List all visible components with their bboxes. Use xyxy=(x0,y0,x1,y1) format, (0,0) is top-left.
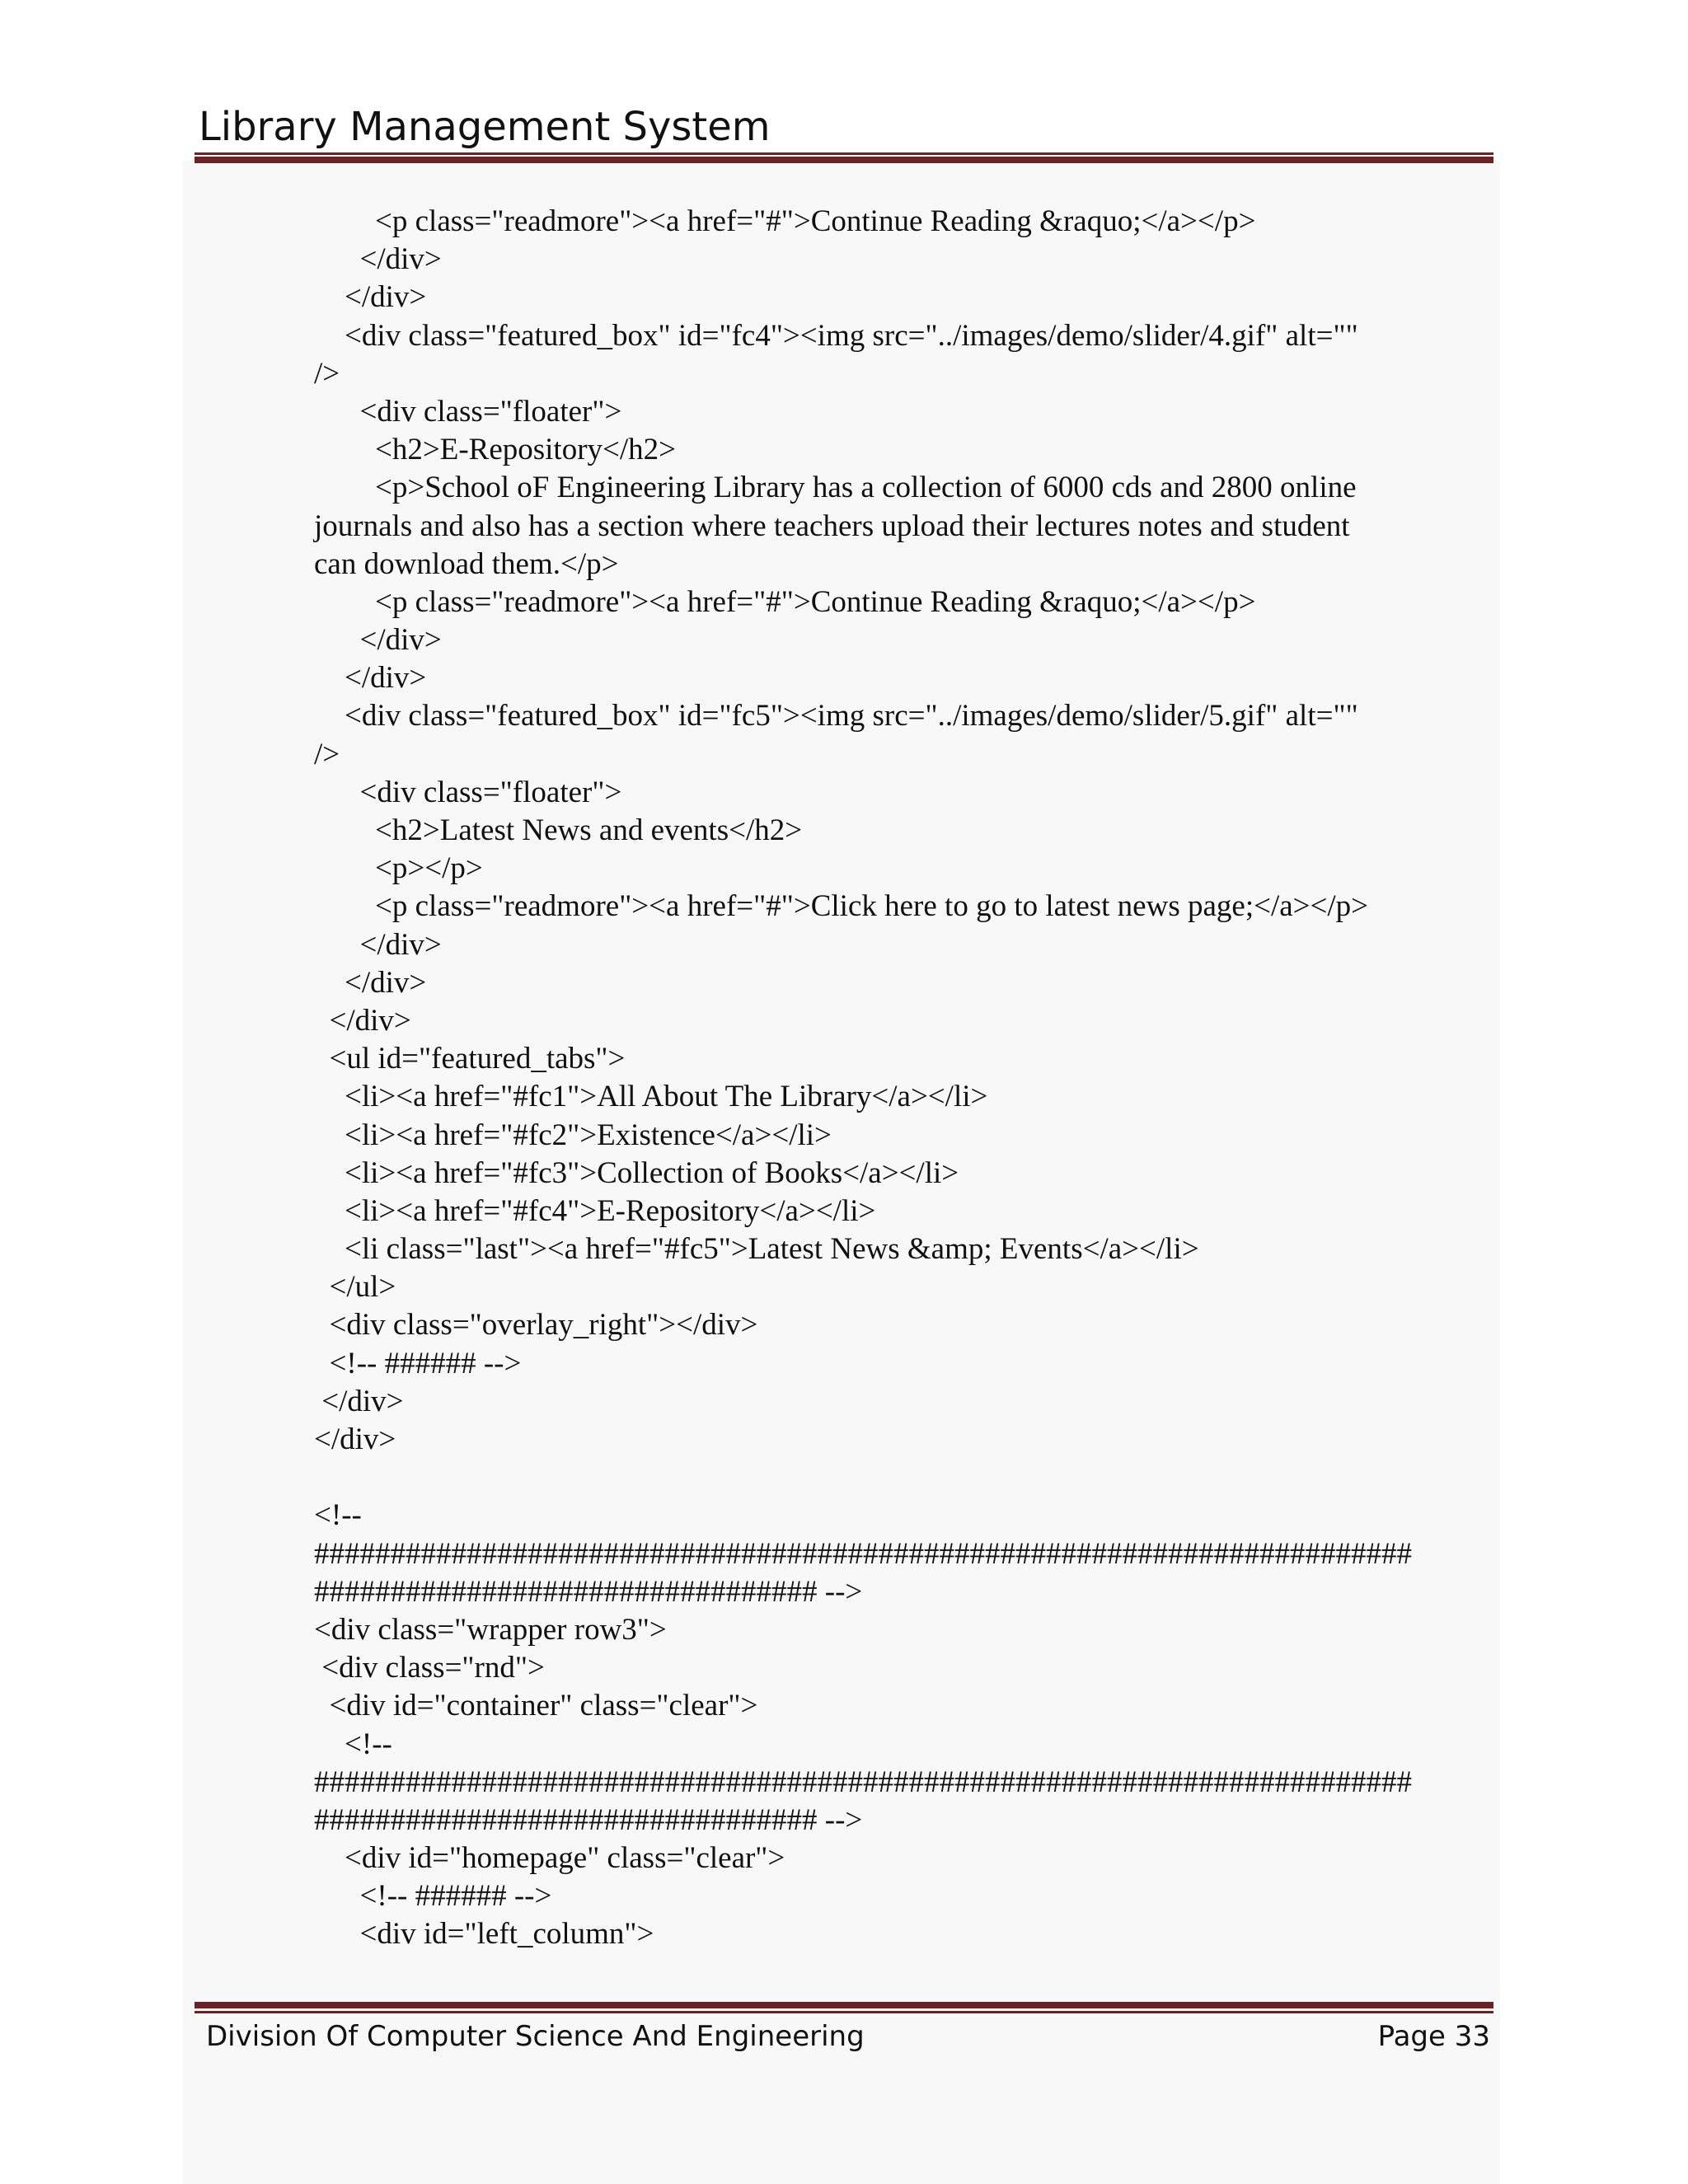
code-line: journals and also has a section where teachers upload their lectures notes and student xyxy=(314,509,1350,543)
footer-page-number: Page 33 xyxy=(1377,2020,1490,2053)
code-line: </div> xyxy=(314,242,442,277)
code-line: <div class="overlay_right"></div> xyxy=(314,1308,758,1343)
code-line: /> xyxy=(314,737,340,771)
code-line: <li><a href="#fc3">Collection of Books</a></li> xyxy=(314,1155,959,1190)
code-line: ################################# --> xyxy=(314,1574,863,1609)
code-line: /> xyxy=(314,356,340,391)
code-line: <li><a href="#fc2">Existence</a></li> xyxy=(314,1118,832,1152)
code-line: </div> xyxy=(314,661,427,696)
code-line: <ul id="featured_tabs"> xyxy=(314,1042,626,1076)
code-line: </ul> xyxy=(314,1270,396,1305)
code-listing xyxy=(314,203,1501,1954)
code-line: </div> xyxy=(314,280,427,315)
footer-rule-thick xyxy=(195,2002,1493,2008)
code-line: </div> xyxy=(314,623,442,658)
code-line xyxy=(314,1459,1501,1497)
code-line: </div> xyxy=(314,965,427,1000)
code-line: <li class="last"><a href="#fc5">Latest News &amp; Events</a></li> xyxy=(314,1232,1199,1267)
code-line: ######################################################################## xyxy=(314,1765,1412,1799)
code-line: <div id="left_column"> xyxy=(314,1917,654,1952)
footer-department: Division Of Computer Science And Engineering xyxy=(206,2020,865,2053)
header-rule-thick xyxy=(195,157,1493,163)
code-line: </div> xyxy=(314,1422,396,1456)
code-line: <div id="homepage" class="clear"> xyxy=(314,1841,785,1876)
code-line: <p class="readmore"><a href="#">Continue Reading &raquo;</a></p> xyxy=(314,204,1256,238)
code-line: <h2>Latest News and events</h2> xyxy=(314,813,803,847)
footer-rule-thin xyxy=(195,2011,1493,2013)
code-line: <p class="readmore"><a href="#">Click here to go to latest news page;</a></p> xyxy=(314,889,1369,924)
code-line: <p class="readmore"><a href="#">Continue Reading &raquo;</a></p> xyxy=(314,584,1256,619)
code-line: <li><a href="#fc1">All About The Library</a></li> xyxy=(314,1080,988,1114)
code-line: can download them.</p> xyxy=(314,546,619,581)
code-line: </div> xyxy=(314,1384,404,1418)
code-line: <h2>E-Repository</h2> xyxy=(314,433,677,467)
page-header-title: Library Management System xyxy=(199,104,771,150)
code-line: <!-- ###### --> xyxy=(314,1346,522,1380)
code-line: ################################# --> xyxy=(314,1802,863,1837)
code-line: <!-- ###### --> xyxy=(314,1879,552,1914)
code-line: <div class="floater"> xyxy=(314,775,622,809)
code-line: <!-- xyxy=(314,1498,362,1533)
code-line: <div class="rnd"> xyxy=(314,1651,545,1685)
code-line: <div class="floater"> xyxy=(314,394,622,429)
code-line: <li><a href="#fc4">E-Repository</a></li> xyxy=(314,1193,876,1228)
code-line: </div> xyxy=(314,1003,411,1038)
code-line: ######################################################################## xyxy=(314,1536,1412,1571)
code-line: <div id="container" class="clear"> xyxy=(314,1689,758,1723)
code-line: <!-- xyxy=(314,1727,392,1761)
code-line: <div class="featured_box" id="fc5"><img src="../images/demo/slider/5.gif" alt="" xyxy=(314,699,1358,733)
header-rule-thin xyxy=(195,152,1493,155)
code-line: <div class="featured_box" id="fc4"><img src="../images/demo/slider/4.gif" alt="" xyxy=(314,318,1358,353)
code-line: <div class="wrapper row3"> xyxy=(314,1612,667,1647)
code-line: <p></p> xyxy=(314,851,483,886)
code-line: </div> xyxy=(314,927,442,962)
code-line: <p>School oF Engineering Library has a collection of 6000 cds and 2800 online xyxy=(314,471,1357,505)
